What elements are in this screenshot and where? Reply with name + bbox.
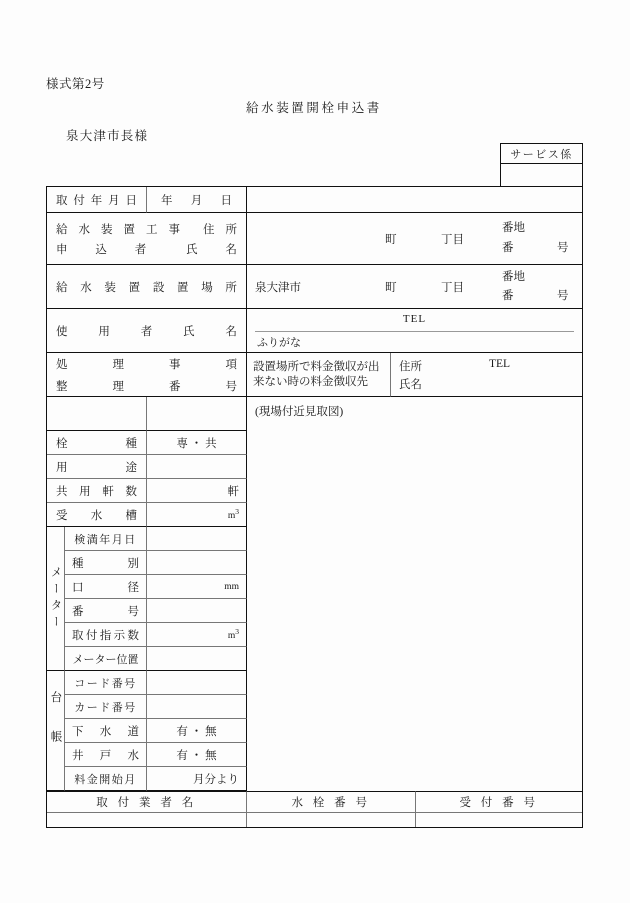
furigana-label: ふりがな [257,337,301,349]
user-tel-label: TEL [402,313,427,325]
user-name-underline [255,331,574,332]
applicant-address-value[interactable] [247,213,582,265]
meter-kind-value[interactable] [147,551,247,575]
tap-type-value[interactable] [147,431,247,455]
shared-units-label: 共 用 軒 数 [47,479,147,503]
meter-initial-reading-label: 取 付 指 示 数 [65,623,147,647]
meter-kind-label: 種 別 [65,551,147,575]
ledger-billing-start-suffix: 月分より [193,773,239,786]
meter-expiry-label [65,527,147,551]
footer-value-installer[interactable] [47,813,247,827]
applicant-chome-label: 丁目 [441,234,464,246]
water-tank-unit: $m^3$ [227,507,239,522]
ledger-billing-start-label [65,767,147,791]
site-sketch-area[interactable] [247,397,582,758]
footer-header-tap-number [247,791,416,813]
ledger-billing-start-value[interactable] [147,767,247,791]
footer-header-receipt-number [416,791,582,813]
process-item-value[interactable] [47,397,147,431]
meter-item-label-5: メーター位置 [72,653,139,666]
meter-diameter-value[interactable] [147,575,247,599]
ledger-item-label-0: コード番号 [74,677,137,690]
ledger-sewer-label: 下 水 道 [65,719,147,743]
install-date-label: 取 付 年 月 日 [47,187,147,213]
ledger-well-water-value[interactable] [147,743,247,767]
user-name-value[interactable] [247,309,582,353]
meter-position-label [65,647,147,671]
footer-value-receipt-number[interactable] [416,813,582,827]
billing-note-line2: 来ない時の料金徴収先 [253,375,368,388]
applicant-label: 給 水 装 置 工 事 住 所 申 込 者 氏 名 [47,213,247,265]
install-date-value[interactable]: 年 月 日 [147,187,247,213]
meter-vertical-text: メーター [49,565,62,632]
footer-header-installer [47,791,247,813]
usage-label: 用 途 [47,455,147,479]
shared-units-value[interactable] [147,479,247,503]
billing-address-label: 住所 [399,361,422,373]
ledger-code-number-value[interactable] [147,671,247,695]
service-section-entry[interactable] [501,164,582,187]
install-place-go-label: 号 [557,290,569,302]
billing-tel-label: TEL [489,358,511,370]
applicant-ban-label: 番 [502,242,514,254]
ledger-card-number-label [65,695,147,719]
meter-number-value[interactable] [147,599,247,623]
applicant-banchi-label: 番地 [502,222,525,234]
control-number-label: 整 理 番 号 [47,375,247,397]
document-title: 給水装置開栓申込書 [246,101,382,115]
billing-note-line1: 設置場所で料金徴収が出 [253,360,380,373]
install-place-ban-label: 番 [502,290,514,302]
ledger-well-water-label: 井 戸 水 [65,743,147,767]
billing-collection-contact[interactable] [391,353,582,397]
site-sketch-label: (現場付近見取図) [255,406,344,418]
ledger-sewer-value[interactable] [147,719,247,743]
tap-type-label: 栓 種 [47,431,147,455]
install-place-banchi-label: 番地 [502,271,525,283]
install-place-label: 給 水 装 置 設 置 場 所 [47,265,247,309]
water-tank-value[interactable] [147,503,247,527]
meter-item-label-0: 検満年月日 [74,533,137,546]
process-item-label: 処 理 事 項 [47,353,247,375]
install-place-city: 泉大津市 [255,282,301,294]
install-date-blank-right[interactable] [247,187,582,213]
service-section-box [500,143,583,187]
tap-type-options: 専 ・ 共 [176,437,217,450]
meter-initial-reading-value[interactable] [147,623,247,647]
billing-name-label: 氏名 [399,379,422,391]
main-form-table [46,186,583,828]
usage-value[interactable] [147,455,247,479]
ledger-item-label-1: カード番号 [74,701,137,714]
meter-number-label: 番 号 [65,599,147,623]
user-name-label: 使 用 者 氏 名 [47,309,247,353]
footer-value-tap-number[interactable] [247,813,416,827]
footer-column-0: 取 付 業 者 名 [96,797,197,809]
meter-section-label [47,527,65,671]
ledger-code-number-label [65,671,147,695]
addressee: 泉大津市長様 [66,129,149,143]
install-place-town-label: 町 [385,282,397,294]
meter-diameter-label: 口 径 [65,575,147,599]
ledger-vertical-text: 台帳 [49,691,62,770]
billing-collection-note [247,353,391,397]
applicant-go-label: 号 [557,242,569,254]
water-tank-label: 受 水 槽 [47,503,147,527]
install-place-chome-label: 丁目 [441,282,464,294]
footer-column-2: 受 付 番 号 [459,797,539,809]
ledger-card-number-value[interactable] [147,695,247,719]
ledger-section-label [47,671,65,791]
shared-units-unit: 軒 [227,485,239,498]
form-number: 様式第2号 [46,77,105,91]
install-place-value[interactable] [247,265,582,309]
meter-expiry-value[interactable] [147,527,247,551]
control-number-value[interactable] [147,397,247,431]
ledger-well-water-options: 有 ・ 無 [176,749,217,762]
meter-diameter-unit: mm [224,581,239,592]
ledger-sewer-options: 有 ・ 無 [176,725,217,738]
service-section-label: サービス係 [501,144,582,164]
meter-position-value[interactable] [147,647,247,671]
ledger-item-label-4: 料金開始月 [74,773,137,786]
applicant-town-label: 町 [385,234,397,246]
meter-initial-reading-unit: $m^3$ [227,627,239,642]
footer-column-1: 水 栓 番 号 [291,797,371,809]
